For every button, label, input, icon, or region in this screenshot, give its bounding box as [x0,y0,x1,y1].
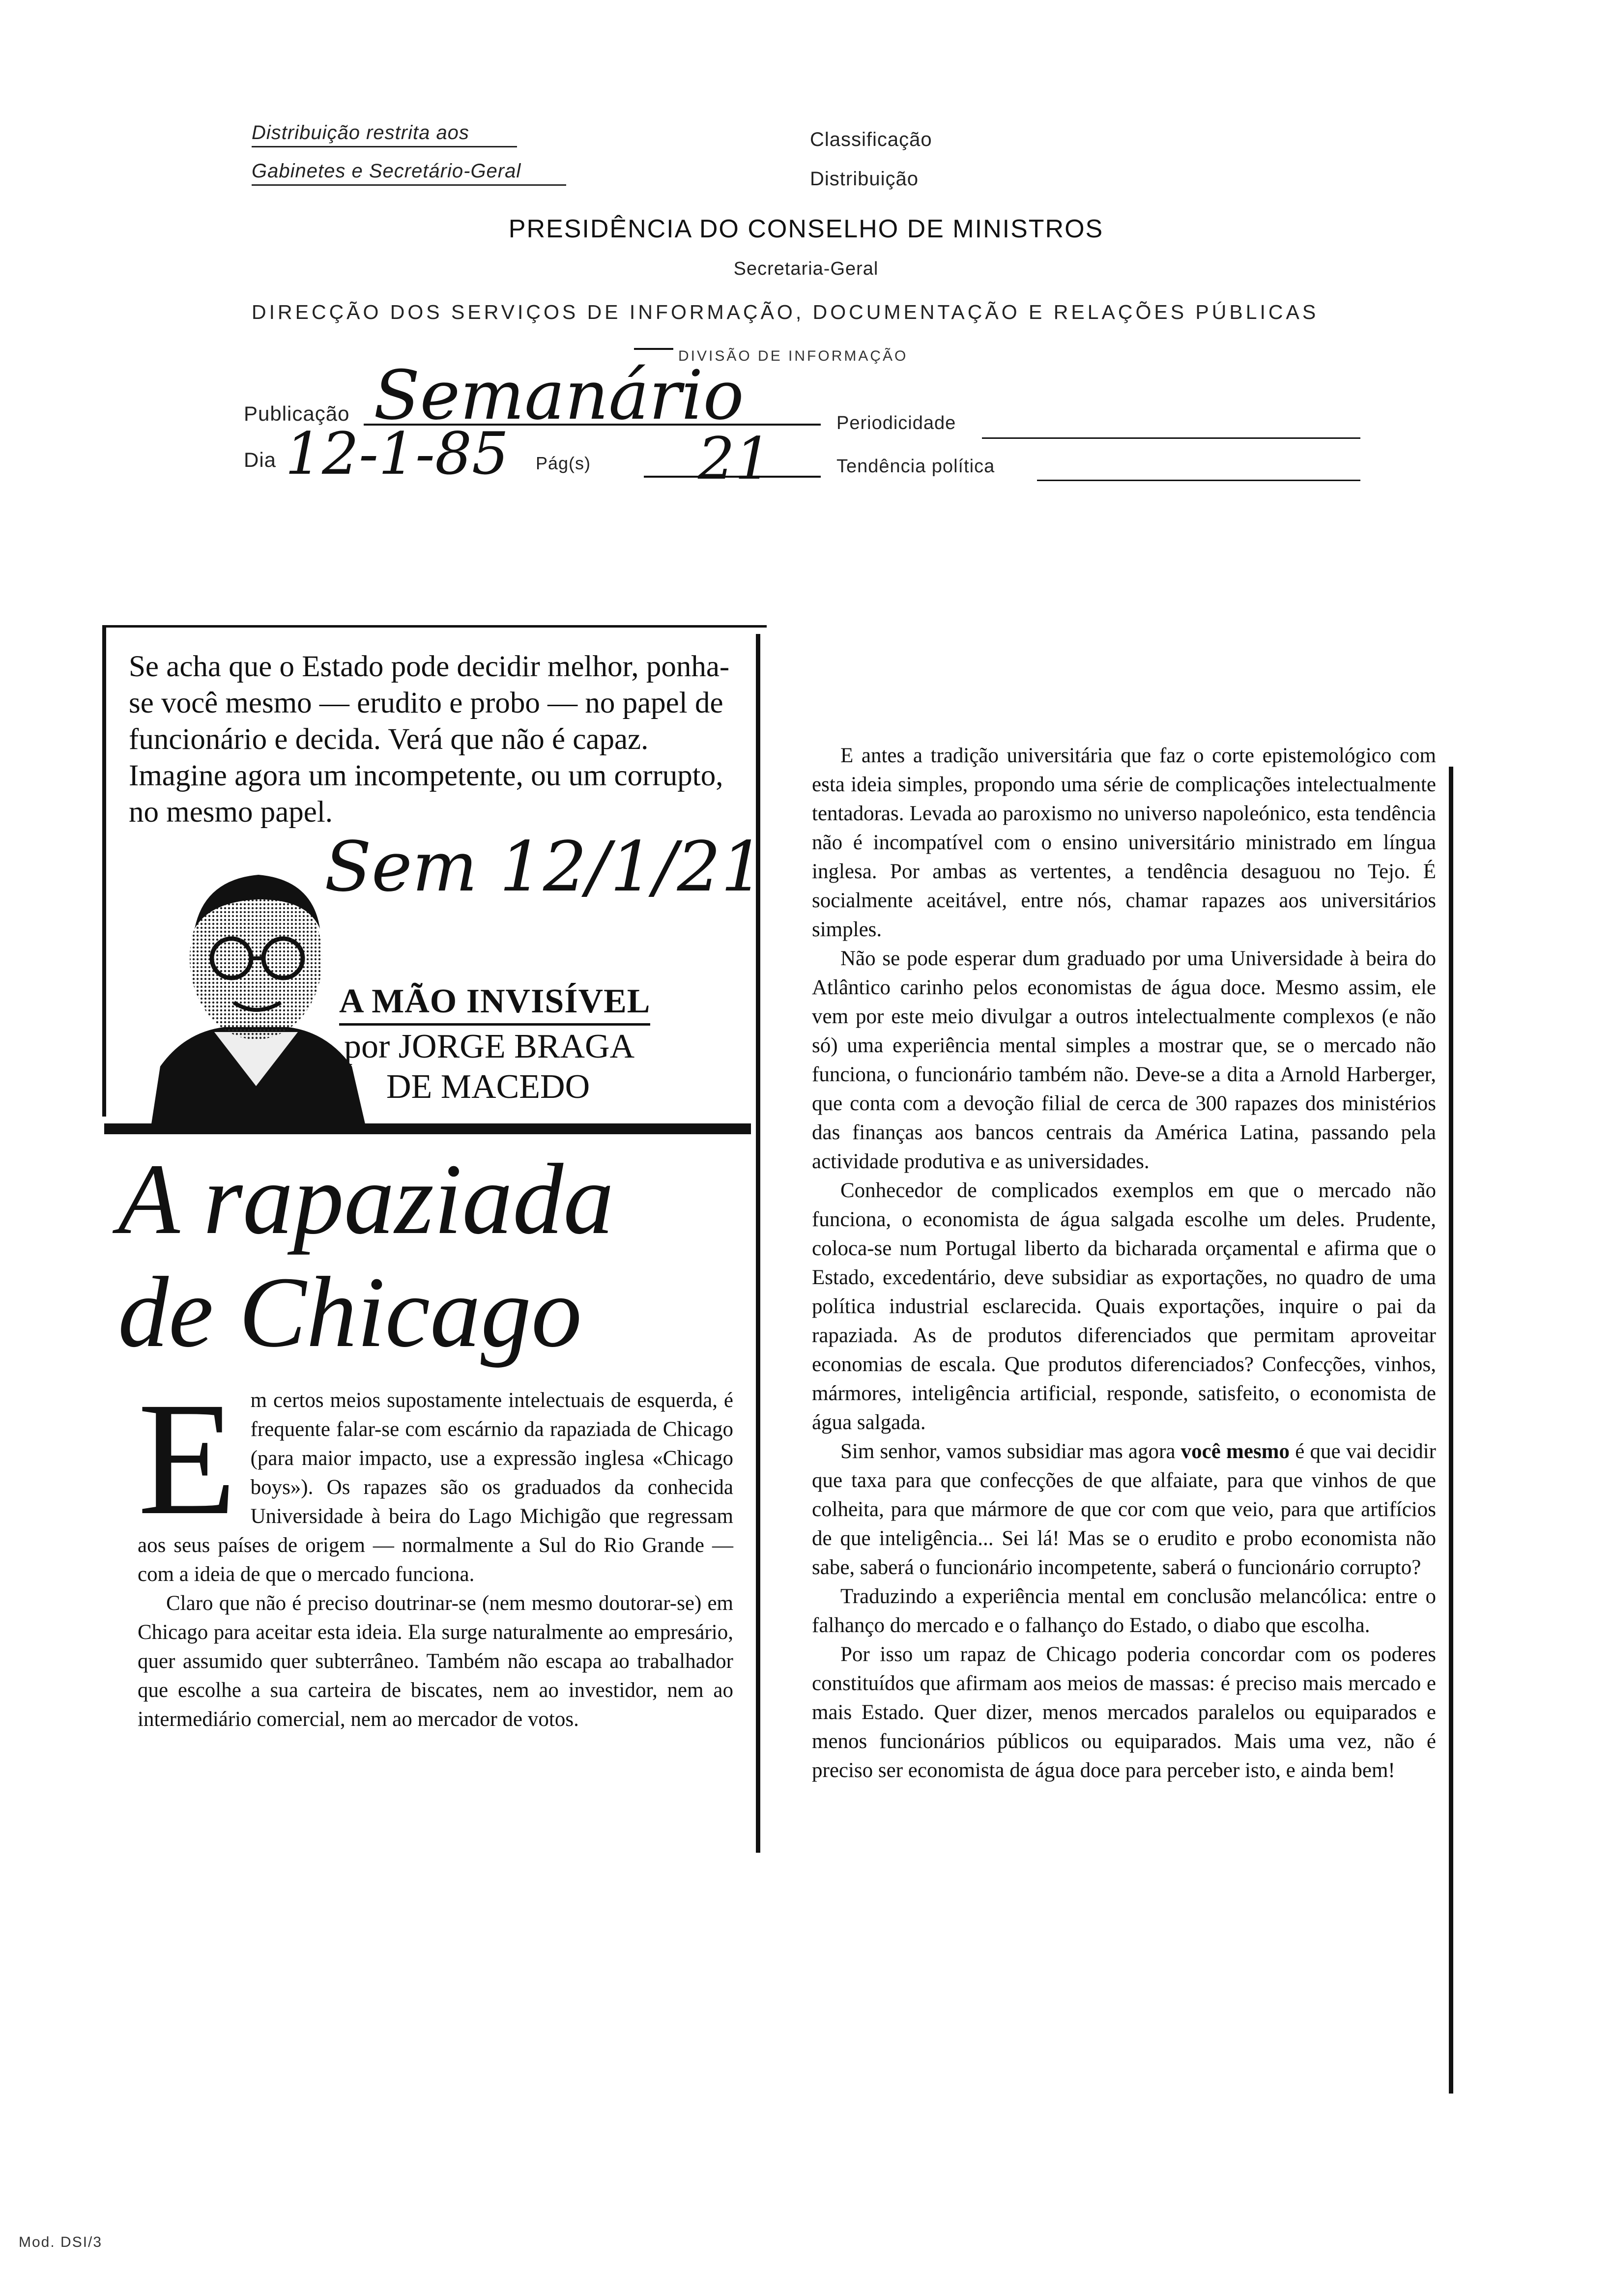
headline-line2: de Chicago [118,1256,582,1368]
day-label: Dia [244,448,277,471]
right-paragraph-3: Conhecedor de complicados exemplos em que o mercado não funciona, o economista de água salgada escolhe um deles. Prudente, coloca-se num Portugal liberto da bicharada orçamental e afirma que o Estado, excedentário, deve subsidiar as exportações, no quadro de uma política industrial esclarecida. Quais exportações, inquire o pai da rapaziada. As de produtos diferenciados que permitam aproveitar economias de escala. Que produtos diferenciados? Confecções, vinhos, mármores, inteligência artificial, responde, satisfeito, o economista de água salgada. [812,1179,1436,1434]
right-paragraph-4-end: é que vai decidir que taxa para que confecções de que alfaiate, para que vinhos de que colheita, para que mármore de que cor com que veio, para que artifícios de que inteligência... Sei lá! Mas se o erudito e probo economista não sabe, saberá o funcionário incompetente, saberá o funcionário corrupto? [812,1440,1436,1579]
headline-rule [104,1123,751,1134]
periodicity-label: Periodicidade [836,413,956,433]
intro-quote: Se acha que o Estado pode decidir melhor, ponha-se você mesmo — erudito e probo — no papel de funcionário e decida. Verá que não é capaz. Imagine agora um incompetente, ou um corrupto, no mesmo papel. [129,650,730,829]
restricted-distribution-line1: Distribuição restrita aos [252,122,517,147]
publication-handwritten: Semanário [374,356,744,435]
right-column-body [812,741,1436,1785]
form-code: Mod. DSI/3 [19,2234,103,2250]
classification-label: Classificação [810,129,932,150]
political-tendency-label: Tendência política [836,456,995,477]
byline-line2: DE MACEDO [386,1068,590,1106]
division-title: DIVISÃO DE INFORMAÇÃO [678,348,908,364]
directorate-title: DIRECÇÃO DOS SERVIÇOS DE INFORMAÇÃO, DOCUMENTAÇÃO E RELAÇÕES PÚBLICAS [252,301,1319,323]
clipping-top-rule [103,625,767,628]
day-handwritten: 12-1-85 [285,420,509,488]
right-paragraph-4-start: Sim senhor, vamos subsidiar mas agora [840,1440,1181,1463]
right-paragraph-1: E antes a tradição universitária que faz o corte epistemológico com esta ideia simples, propondo uma série de complicações intelectualmente tentadoras. Levada ao paroxismo no universo napoleónico, esta tendência não é incompatível com o ensino universitário ministrado em língua inglesa. Por ambas as vertentes, a tendência desaguou no Tejo. É socialmente aceitável, entre nós, chamar rapazes aos universitários simples. [812,744,1436,941]
right-paragraph-5: Traduzindo a experiência mental em conclusão melancólica: entre o falhanço do mercado e o falhanço do Estado, o diabo que escolha. [812,1585,1436,1637]
left-column-body [138,1369,733,1734]
clipping-left-edge [102,625,106,1117]
pages-label: Pág(s) [536,453,591,473]
restricted-distribution-line2: Gabinetes e Secretário-Geral [252,160,566,186]
right-paragraph-2: Não se pode esperar dum graduado por uma Universidade à beira do Atlântico carinho pelos economistas de água doce. Mesmo assim, ele vem por este meio divulgar a outros intelectualmente complexos (e não só) uma experiência mental simples a mostrar que, se o mercado não funciona, o funcionário também não. Deve-se a dita a Arnold Harberger, que conta com a devoção filial de cerca de 300 rapazes dos ministérios das finanças aos bancos centrais da América Latina, passando pela actividade produtiva e as universidades. [812,947,1436,1173]
distribution-label: Distribuição [810,168,919,190]
periodicity-line [982,437,1360,439]
right-paragraph-4-emphasis: você mesmo [1180,1440,1290,1463]
publication-label: Publicação [244,402,350,425]
secretariat-title: Secretaria-Geral [733,258,879,279]
handwritten-reference: Sem 12/1/21 [324,827,765,907]
left-paragraph-1: m certos meios supostamente intelectuais de esquerda, é frequente falar-se com escárnio da rapaziada de Chicago (para maior impacto, use a expressão inglesa «Chicago boys»). Os rapazes são os graduados da conhecida Universidade à beira do Lago Michigão que regressam aos seus países de origem — normalmente a Sul do Rio Grande — com a ideia de que o mercado funciona. [138,1389,733,1586]
column-name: A MÃO INVISÍVEL [339,982,650,1026]
division-dash [634,348,673,350]
right-paragraph-6: Por isso um rapaz de Chicago poderia concordar com os poderes constituídos que afirmam aos meios de massas: é preciso mais mercado e mais Estado. Quer dizer, menos mercados paralelos ou equiparados e menos funcionários públicos ou equiparados. Mais uma vez, não é preciso ser economista de água doce para perceber isto, e ainda bem! [812,1643,1436,1782]
clipping-column-divider [756,634,760,1853]
right-column-edge [1449,767,1453,2094]
author-portrait [141,855,372,1130]
pages-handwritten: 21 [698,425,772,492]
political-tendency-line [1037,480,1360,481]
drop-cap: E [138,1369,237,1549]
byline-line1: por JORGE BRAGA [344,1028,635,1065]
headline-line1: A rapaziada [118,1143,614,1255]
right-paragraph-4 [812,1437,1436,1582]
left-paragraph-2: Claro que não é preciso doutrinar-se (nem mesmo doutorar-se) em Chicago para aceitar esta ideia. Ela surge naturalmente ao empresário, quer assumido quer subterrâneo. Também não escapa ao trabalhador que escolhe a sua carteira de biscates, nem ao investidor, nem ao intermediário comercial, nem ao mercador de votos. [138,1592,733,1731]
institution-title: PRESIDÊNCIA DO CONSELHO DE MINISTROS [508,215,1104,243]
